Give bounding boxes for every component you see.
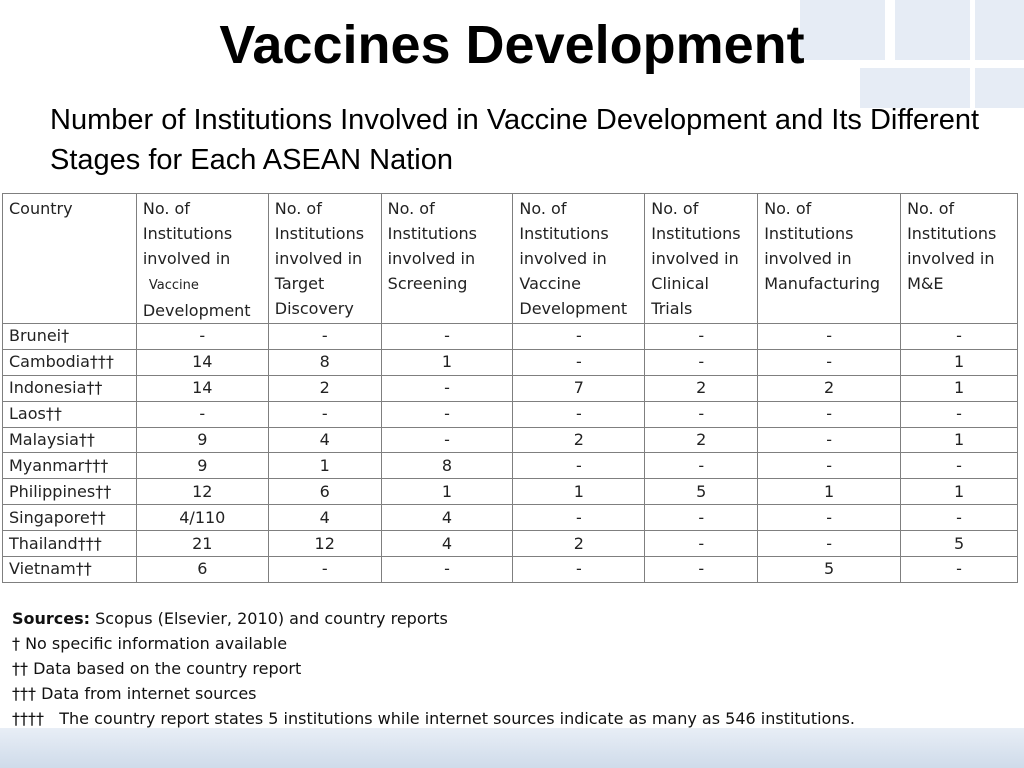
- header-line: Trials: [651, 299, 693, 318]
- value-cell: 21: [136, 531, 268, 557]
- value-cell: 14: [136, 375, 268, 401]
- table-row: [3, 479, 1018, 505]
- table-header-row: [3, 194, 1018, 324]
- column-header: [268, 194, 381, 324]
- value-cell: 1: [381, 479, 513, 505]
- vaccine-institutions-table: [2, 193, 1018, 583]
- value-cell: -: [268, 401, 381, 427]
- value-cell: -: [758, 531, 901, 557]
- country-cell: Cambodia†††: [3, 349, 137, 375]
- header-line: No. of: [387, 199, 435, 218]
- value-cell: -: [758, 324, 901, 350]
- value-cell: -: [645, 324, 758, 350]
- header-line: Vaccine: [519, 274, 581, 293]
- value-cell: 1: [268, 453, 381, 479]
- value-cell: -: [758, 427, 901, 453]
- slide-title: Vaccines Development: [219, 15, 805, 75]
- header-line: [143, 271, 262, 298]
- value-cell: 2: [268, 375, 381, 401]
- value-cell: -: [901, 324, 1018, 350]
- value-cell: 2: [513, 531, 645, 557]
- value-cell: 5: [645, 479, 758, 505]
- header-line: Institutions: [651, 224, 741, 243]
- header-line: Country: [9, 199, 73, 218]
- column-header: [901, 194, 1018, 324]
- value-cell: 4: [268, 427, 381, 453]
- value-cell: -: [758, 453, 901, 479]
- header-line: involved in: [387, 249, 476, 268]
- value-cell: 1: [901, 375, 1018, 401]
- column-header: [645, 194, 758, 324]
- value-cell: -: [901, 505, 1018, 531]
- value-cell: 1: [758, 479, 901, 505]
- header-line: Manufacturing: [764, 274, 881, 293]
- header-line: Clinical: [651, 274, 709, 293]
- table-row: [3, 427, 1018, 453]
- value-cell: -: [901, 401, 1018, 427]
- value-cell: 4/110: [136, 505, 268, 531]
- header-line: No. of: [274, 199, 322, 218]
- value-cell: 9: [136, 427, 268, 453]
- country-cell: Myanmar†††: [3, 453, 137, 479]
- value-cell: -: [381, 375, 513, 401]
- table-row: [3, 349, 1018, 375]
- header-line: Institutions: [519, 224, 609, 243]
- column-header: [136, 194, 268, 324]
- value-cell: 1: [513, 479, 645, 505]
- value-cell: 1: [901, 427, 1018, 453]
- value-cell: -: [381, 427, 513, 453]
- value-cell: 7: [513, 375, 645, 401]
- header-line: involved in: [519, 249, 607, 268]
- table-row: [3, 505, 1018, 531]
- header-line: Discovery: [274, 299, 354, 318]
- header-line: No. of: [519, 199, 567, 218]
- header-line: No. of: [651, 199, 699, 218]
- value-cell: -: [513, 401, 645, 427]
- value-cell: -: [645, 349, 758, 375]
- header-line: No. of: [907, 199, 955, 218]
- header-small-word: Vaccine: [148, 278, 199, 293]
- header-line: Institutions: [764, 224, 854, 243]
- header-line: Institutions: [274, 224, 365, 243]
- country-cell: Malaysia††: [3, 427, 137, 453]
- header-line: involved in: [274, 249, 363, 268]
- table-row: [3, 401, 1018, 427]
- value-cell: -: [901, 453, 1018, 479]
- sources-notes: [12, 606, 1012, 731]
- header-line: Institutions: [142, 224, 233, 243]
- value-cell: 4: [381, 505, 513, 531]
- country-cell: Singapore††: [3, 505, 137, 531]
- value-cell: 14: [136, 349, 268, 375]
- footnote-line: †††† The country report states 5 institutions while internet sources indicate as many as 546 institutions.: [12, 709, 855, 728]
- country-cell: Brunei†: [3, 324, 137, 350]
- value-cell: 5: [901, 531, 1018, 557]
- value-cell: 5: [758, 557, 901, 583]
- header-line: Development: [142, 301, 251, 320]
- table-row: [3, 453, 1018, 479]
- table-row: [3, 531, 1018, 557]
- value-cell: -: [381, 401, 513, 427]
- value-cell: 1: [901, 349, 1018, 375]
- value-cell: 1: [901, 479, 1018, 505]
- country-cell: Laos††: [3, 401, 137, 427]
- country-cell: Philippines††: [3, 479, 137, 505]
- header-line: Development: [519, 299, 628, 318]
- value-cell: 1: [381, 349, 513, 375]
- value-cell: -: [645, 401, 758, 427]
- column-header: [3, 194, 137, 324]
- value-cell: 12: [268, 531, 381, 557]
- table-row: [3, 324, 1018, 350]
- sources-line: [12, 606, 1012, 631]
- value-cell: -: [645, 531, 758, 557]
- header-line: involved in: [764, 249, 852, 268]
- value-cell: 2: [758, 375, 901, 401]
- header-line: involved in: [651, 249, 739, 268]
- value-cell: 9: [136, 453, 268, 479]
- value-cell: -: [758, 349, 901, 375]
- header-line: M&E: [907, 274, 944, 293]
- value-cell: 2: [645, 427, 758, 453]
- column-header: [381, 194, 513, 324]
- value-cell: -: [268, 324, 381, 350]
- table-row: [3, 557, 1018, 583]
- value-cell: 8: [381, 453, 513, 479]
- value-cell: 2: [513, 427, 645, 453]
- column-header: [758, 194, 901, 324]
- header-line: Screening: [387, 274, 468, 293]
- value-cell: 6: [268, 479, 381, 505]
- value-cell: -: [645, 557, 758, 583]
- value-cell: 6: [136, 557, 268, 583]
- value-cell: -: [758, 505, 901, 531]
- header-line: No. of: [142, 199, 190, 218]
- value-cell: -: [758, 401, 901, 427]
- header-line: No. of: [764, 199, 812, 218]
- slide-subtitle: Number of Institutions Involved in Vaccine Development and Its Different Stages for Each ASEAN Nation: [50, 104, 980, 176]
- footnote-line: † No specific information available: [12, 634, 288, 653]
- footnote-line: ††† Data from internet sources: [12, 684, 257, 703]
- value-cell: -: [645, 505, 758, 531]
- value-cell: 12: [136, 479, 268, 505]
- value-cell: -: [513, 505, 645, 531]
- value-cell: -: [513, 349, 645, 375]
- footer-band: [0, 728, 1024, 768]
- value-cell: 4: [268, 505, 381, 531]
- value-cell: -: [136, 324, 268, 350]
- value-cell: -: [513, 453, 645, 479]
- sources-text: Scopus (Elsevier, 2010) and country reports: [90, 609, 448, 628]
- value-cell: -: [268, 557, 381, 583]
- footnote-line: †† Data based on the country report: [12, 659, 302, 678]
- sources-label: Sources:: [12, 609, 91, 628]
- value-cell: -: [381, 324, 513, 350]
- value-cell: -: [513, 324, 645, 350]
- value-cell: 8: [268, 349, 381, 375]
- value-cell: 2: [645, 375, 758, 401]
- value-cell: -: [513, 557, 645, 583]
- country-cell: Thailand†††: [3, 531, 137, 557]
- table-row: [3, 375, 1018, 401]
- header-line: Institutions: [907, 224, 997, 243]
- header-line: Target: [274, 274, 325, 293]
- country-cell: Vietnam††: [3, 557, 137, 583]
- value-cell: -: [645, 453, 758, 479]
- value-cell: -: [381, 557, 513, 583]
- header-line: involved in: [142, 249, 231, 268]
- value-cell: -: [136, 401, 268, 427]
- value-cell: 4: [381, 531, 513, 557]
- header-line: involved in: [907, 249, 995, 268]
- value-cell: -: [901, 557, 1018, 583]
- column-header: [513, 194, 645, 324]
- header-line: Institutions: [387, 224, 477, 243]
- country-cell: Indonesia††: [3, 375, 137, 401]
